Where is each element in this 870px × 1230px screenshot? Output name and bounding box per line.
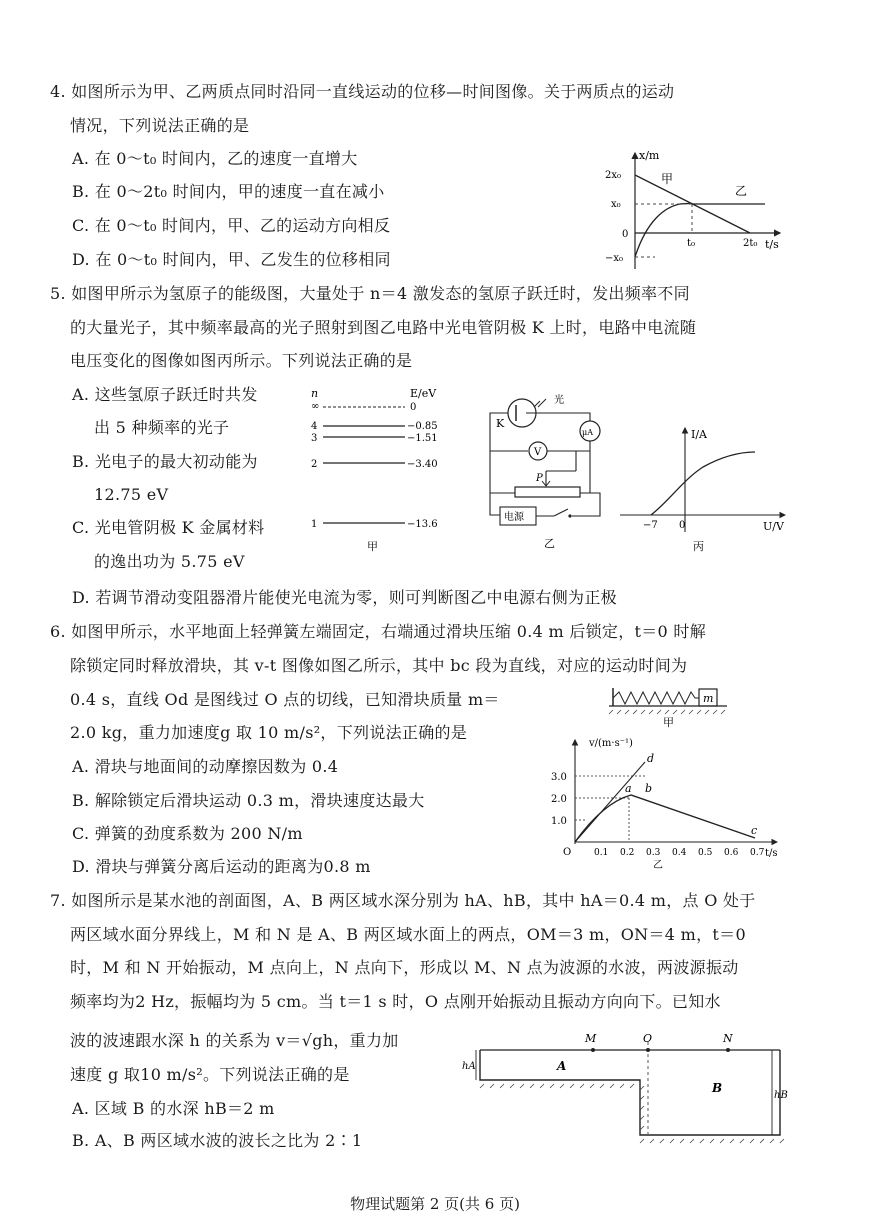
source-label: 电源 <box>504 512 524 523</box>
slider-label: P <box>536 473 543 484</box>
iv-curve <box>651 452 755 515</box>
e-header: E/eV <box>410 387 437 400</box>
point-d: d <box>647 752 655 765</box>
label-n: N <box>723 1032 733 1045</box>
label-hb: hB <box>774 1090 788 1101</box>
t-tick: 0.5 <box>698 848 713 858</box>
point-c: c <box>751 824 758 837</box>
q7-stem-line1: 7. 如图所示是某水池的剖面图，A、B 两区域水深分别为 hA、hB，其中 hA＝0.4 m，点 O 处于 <box>50 891 756 910</box>
q7-stem-line4: 频率均为2 Hz，振幅均为 5 cm。当 t＝1 s 时，O 点刚开始振动且振动方向向下。已知水 <box>70 992 721 1011</box>
q7-pool-diagram <box>460 1020 800 1149</box>
block-label: m <box>703 692 714 705</box>
q5-iu-graph <box>615 420 795 559</box>
tick-neg-x0: −x₀ <box>605 253 624 264</box>
level-3-e: −1.51 <box>407 433 438 444</box>
q4-option-d: D. 在 0～t₀ 时间内，甲、乙发生的位移相同 <box>72 250 391 269</box>
q6-stem-line4: 2.0 kg，重力加速度g 取 10 m/s²，下列说法正确的是 <box>70 723 468 742</box>
label-m: M <box>585 1032 597 1045</box>
tick-2t0: 2t₀ <box>743 238 758 249</box>
t-tick: 0.1 <box>594 848 609 858</box>
point-o <box>646 1048 650 1052</box>
q7-stem-line3: 时，M 和 N 开始振动，M 点向上，N 点向下，形成以 M、N 点为波源的水波，两波源振动 <box>70 958 739 977</box>
label-b: B <box>712 1081 723 1095</box>
q6-vt-graph <box>545 732 785 876</box>
q6-option-c: C. 弹簧的劲度系数为 200 N/m <box>72 824 303 843</box>
q4-option-c: C. 在 0～t₀ 时间内，甲、乙的运动方向相反 <box>72 216 391 235</box>
tick-2x0: 2x₀ <box>605 170 622 181</box>
q6-stem-line2: 除锁定同时释放滑块，其 v-t 图像如图乙所示，其中 bc 段为直线，对应的运动时间为 <box>70 656 688 675</box>
spring <box>613 692 699 704</box>
page-footer: 物理试题第 2 页(共 6 页) <box>350 1195 520 1213</box>
point-a: a <box>625 782 632 795</box>
level-4-n: 4 <box>311 421 318 432</box>
light-label: 光 <box>554 395 564 406</box>
q5-option-c-1: C. 光电管阴极 K 金属材料 <box>72 518 265 537</box>
tangent-od <box>575 762 645 842</box>
q5-option-b-2: 12.75 eV <box>94 485 169 504</box>
q5-stem-line3: 电压变化的图像如图丙所示。下列说法正确的是 <box>70 351 413 370</box>
cathode-label: K <box>496 417 505 430</box>
v-tick-2: 2.0 <box>551 794 567 805</box>
ammeter-label: μA <box>582 428 593 437</box>
q4-stem-line1: 4. 如图所示为甲、乙两质点同时沿同一直线运动的位移—时间图像。关于两质点的运动 <box>50 82 675 101</box>
point-n <box>726 1048 730 1052</box>
level-2-n: 2 <box>311 459 318 470</box>
n-header: n <box>311 387 319 400</box>
t-axis-label: t/s <box>765 848 778 859</box>
q7-stem-line2: 两区域水面分界线上，M 和 N 是 A、B 两区域水面上的两点，OM＝3 m，ON＝4 m，t＝0 <box>70 925 746 944</box>
caption-spring: 甲 <box>663 716 674 729</box>
q6-stem-line1: 6. 如图甲所示，水平地面上轻弹簧左端固定，右端通过滑块压缩 0.4 m 后锁定，t＝0 时解 <box>50 622 707 641</box>
q5-option-a-1: A. 这些氢原子跃迁时共发 <box>72 385 258 404</box>
q5-option-d: D. 若调节滑动变阻器滑片能使光电流为零，则可判断图乙中电源右侧为正极 <box>72 588 617 607</box>
q5-option-a-2: 出 5 种频率的光子 <box>94 418 230 437</box>
y-axis-label: x/m <box>639 149 660 162</box>
caption-jia: 甲 <box>367 540 378 553</box>
pool-outline <box>480 1050 780 1135</box>
caption-bing: 丙 <box>693 540 704 553</box>
point-b: b <box>645 782 653 795</box>
switch <box>554 509 568 516</box>
level-1-n: 1 <box>311 519 318 530</box>
tick-neg: −7 <box>643 520 658 531</box>
t-tick: 0.6 <box>724 848 739 858</box>
q5-option-c-2: 的逸出功为 5.75 eV <box>94 552 245 571</box>
q4-stem-line2: 情况，下列说法正确的是 <box>70 116 250 135</box>
rheostat <box>515 487 580 497</box>
q5-energy-levels <box>305 385 455 559</box>
label-o: O <box>643 1032 653 1045</box>
q6-option-a: A. 滑块与地面间的动摩擦因数为 0.4 <box>72 757 339 776</box>
u-axis-label: U/V <box>763 520 784 533</box>
level-inf-e: 0 <box>410 402 417 413</box>
tick-t0: t₀ <box>687 238 696 249</box>
level-2-e: −3.40 <box>407 459 438 470</box>
level-4-e: −0.85 <box>407 421 438 432</box>
label-yi: 乙 <box>735 184 748 198</box>
t-tick: 0.2 <box>620 848 635 858</box>
caption-vt: 乙 <box>653 860 663 871</box>
q4-option-a: A. 在 0～t₀ 时间内，乙的速度一直增大 <box>72 149 358 168</box>
label-a: A <box>557 1059 567 1073</box>
q7-stem-line5: 波的波速跟水深 h 的关系为 v＝√gh，重力加 <box>70 1031 399 1050</box>
q4-xt-graph <box>595 145 795 277</box>
point-m <box>591 1048 595 1052</box>
q6-option-b: B. 解除锁定后滑块运动 0.3 m，滑块速度达最大 <box>72 791 425 810</box>
label-ha: hA <box>462 1061 476 1072</box>
level-inf-n: ∞ <box>311 401 320 412</box>
t-tick: 0.7 <box>750 848 765 858</box>
q6-option-d: D. 滑块与弹簧分离后运动的距离为0.8 m <box>72 857 371 876</box>
q5-stem-line2: 的大量光子，其中频率最高的光子照射到图乙电路中光电管阴极 K 上时，电路中电流随 <box>70 318 697 337</box>
q7-option-b: B. A、B 两区域水波的波长之比为 2∶1 <box>72 1131 363 1150</box>
level-1-e: −13.6 <box>407 519 438 530</box>
v-tick-1: 1.0 <box>551 816 567 827</box>
t-tick: 0.3 <box>646 848 661 858</box>
vt-curve <box>575 795 758 842</box>
q5-circuit <box>480 385 620 559</box>
vt-origin: O <box>563 847 572 858</box>
level-3-n: 3 <box>311 433 318 444</box>
i-axis-label: I/A <box>691 428 707 441</box>
q7-option-a: A. 区域 B 的水深 hB＝2 m <box>72 1099 275 1118</box>
tick-x0: x₀ <box>611 199 621 210</box>
tick-0: 0 <box>622 229 629 240</box>
gridlines <box>575 776 645 842</box>
q6-stem-line3: 0.4 s，直线 Od 是图线过 O 点的切线，已知滑块质量 m＝ <box>70 690 500 709</box>
iv-origin: 0 <box>679 520 686 531</box>
t-tick: 0.4 <box>672 848 687 858</box>
q5-stem-line1: 5. 如图甲所示为氢原子的能级图，大量处于 n＝4 激发态的氢原子跃迁时，发出频率不同 <box>50 284 690 303</box>
voltmeter-label: V <box>534 447 542 458</box>
x-axis-label: t/s <box>765 238 779 251</box>
v-axis-label: v/(m·s⁻¹) <box>589 738 633 749</box>
q5-option-b-1: B. 光电子的最大初动能为 <box>72 452 258 471</box>
q7-stem-line6: 速度 g 取10 m/s²。下列说法正确的是 <box>70 1065 350 1084</box>
label-jia: 甲 <box>661 172 674 186</box>
v-tick-3: 3.0 <box>551 772 567 783</box>
q4-option-b: B. 在 0～2t₀ 时间内，甲的速度一直在减小 <box>72 182 385 201</box>
caption-yi: 乙 <box>544 537 555 550</box>
q6-spring-figure <box>605 684 735 733</box>
